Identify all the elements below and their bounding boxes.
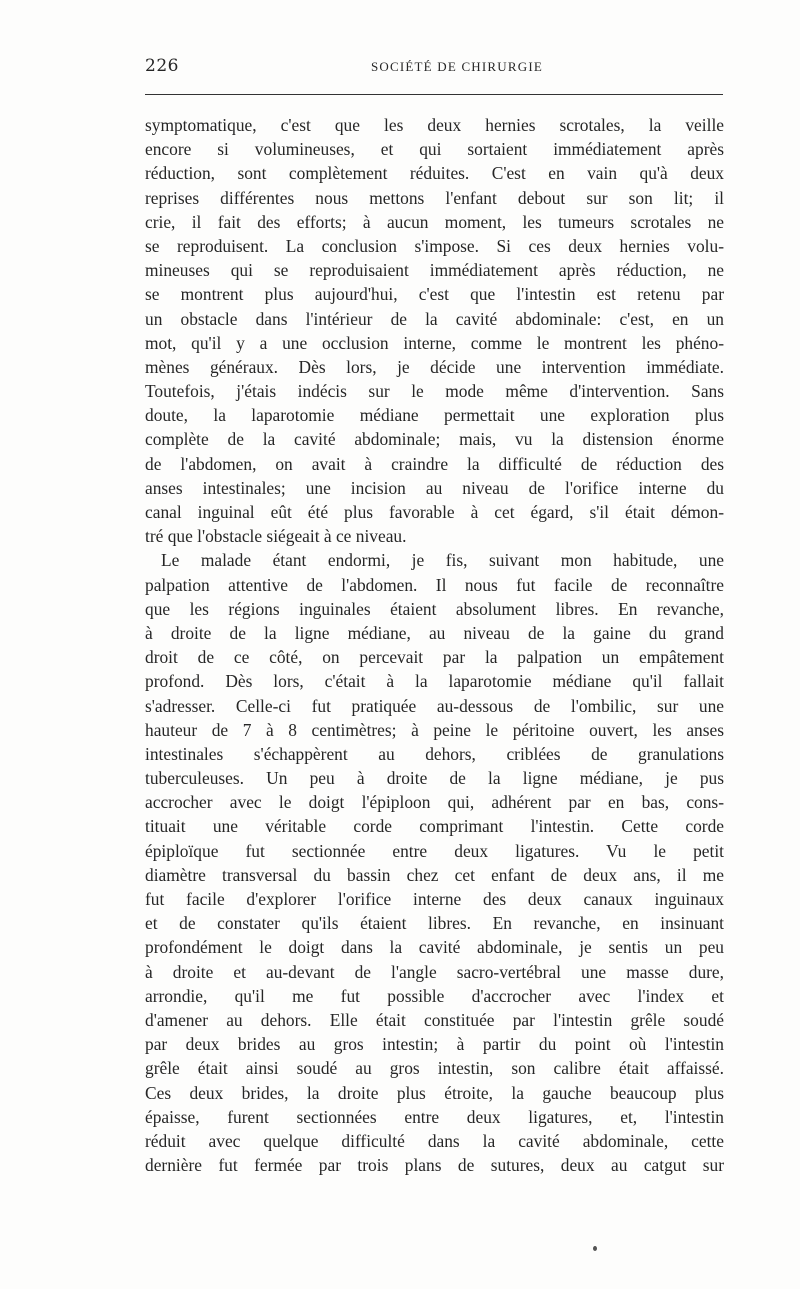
running-title: SOCIÉTÉ DE CHIRURGIE: [370, 59, 544, 74]
text-line: d'amener au dehors. Elle était constituée par l'intestin grêle soudé: [145, 1009, 724, 1030]
text-line: palpation attentive de l'abdomen. Il nous fut facile de reconnaître: [145, 574, 724, 595]
text-line: canal inguinal eût été plus favorable à cet égard, s'il était démon-: [145, 502, 724, 522]
text-line: Toutefois, j'étais indécis sur le mode même d'intervention. Sans: [145, 381, 724, 402]
text-line: un obstacle dans l'intérieur de la cavité abdominale: c'est, en un: [145, 308, 724, 329]
text-line: tré que l'obstacle siégeait à ce niveau.: [145, 526, 407, 547]
text-line: encore si volumineuses, et qui sortaient immédiatement après: [145, 139, 724, 160]
text-line: mènes généraux. Dès lors, je décide une intervention immédiate.: [145, 356, 724, 377]
text-line: intestinales s'échappèrent au dehors, criblées de granulations: [145, 743, 724, 764]
text-line: à droite et au-devant de l'angle sacro-vertébral une masse dure,: [145, 961, 724, 982]
text-line: tituait une véritable corde comprimant l'intestin. Cette corde: [145, 816, 724, 837]
text-line: par deux brides au gros intestin; à partir du point où l'intestin: [145, 1034, 724, 1055]
text-line: se montrent plus aujourd'hui, c'est que l'intestin est retenu par: [145, 284, 724, 305]
text-line: grêle était ainsi soudé au gros intestin, son calibre était affaissé.: [145, 1058, 724, 1079]
text-line: mot, qu'il y a une occlusion interne, comme le montrent les phéno-: [145, 332, 724, 353]
page-header: [145, 56, 723, 80]
ink-speck: [593, 1246, 597, 1251]
text-line: mineuses qui se reproduisaient immédiatement après réduction, ne: [145, 260, 724, 281]
text-line: reprises différentes nous mettons l'enfant debout sur son lit; il: [145, 187, 724, 208]
header-rule: [145, 94, 723, 95]
text-line: accrocher avec le doigt l'épiploon qui, adhérent par en bas, cons-: [145, 792, 724, 813]
text-line: tuberculeuses. Un peu à droite de la ligne médiane, je pus: [145, 768, 724, 789]
page-number: 226: [145, 56, 179, 76]
text-line: doute, la laparotomie médiane permettait une exploration plus: [145, 405, 724, 426]
body-text: [145, 113, 724, 1177]
text-line: profondément le doigt dans la cavité abdominale, je sentis un peu: [145, 937, 724, 958]
text-line: se reproduisent. La conclusion s'impose. Si ces deux hernies volu-: [145, 235, 724, 256]
text-line: profond. Dès lors, c'était à la laparotomie médiane qu'il fallait: [145, 671, 724, 692]
text-line: à droite de la ligne médiane, au niveau de la gaine du grand: [145, 622, 724, 643]
text-line: s'adresser. Celle-ci fut pratiquée au-dessous de l'ombilic, sur une: [145, 695, 724, 716]
text-line: complète de la cavité abdominale; mais, vu la distension énorme: [145, 429, 724, 450]
text-line: Ces deux brides, la droite plus étroite, la gauche beaucoup plus: [145, 1082, 724, 1103]
text-line: anses intestinales; une incision au niveau de l'orifice interne du: [145, 477, 724, 498]
text-line: fut facile d'explorer l'orifice interne des deux canaux inguinaux: [145, 889, 724, 909]
text-line: dernière fut fermée par trois plans de sutures, deux au catgut sur: [145, 1155, 724, 1176]
text-line: Le malade étant endormi, je fis, suivant mon habitude, une: [161, 550, 724, 571]
text-line: diamètre transversal du bassin chez cet enfant de deux ans, il me: [145, 864, 724, 885]
text-line: que les régions inguinales étaient absolument libres. En revanche,: [145, 598, 724, 619]
text-line: crie, il fait des efforts; à aucun moment, les tumeurs scrotales ne: [145, 211, 724, 232]
text-line: réduit avec quelque difficulté dans la cavité abdominale, cette: [145, 1130, 724, 1151]
text-line: réduction, sont complètement réduites. C'est en vain qu'à deux: [145, 163, 724, 184]
text-line: hauteur de 7 à 8 centimètres; à peine le péritoine ouvert, les anses: [145, 719, 724, 740]
text-line: droit de ce côté, on percevait par la palpation un empâtement: [145, 647, 724, 668]
text-line: de l'abdomen, on avait à craindre la difficulté de réduction des: [145, 453, 724, 474]
text-line: et de constater qu'ils étaient libres. En revanche, en insinuant: [145, 913, 724, 934]
text-line: arrondie, qu'il me fut possible d'accrocher avec l'index et: [145, 985, 724, 1006]
text-line: épiploïque fut sectionnée entre deux ligatures. Vu le petit: [145, 840, 724, 861]
text-line: symptomatique, c'est que les deux hernies scrotales, la veille: [145, 115, 724, 135]
text-line: épaisse, furent sectionnées entre deux ligatures, et, l'intestin: [145, 1106, 724, 1127]
